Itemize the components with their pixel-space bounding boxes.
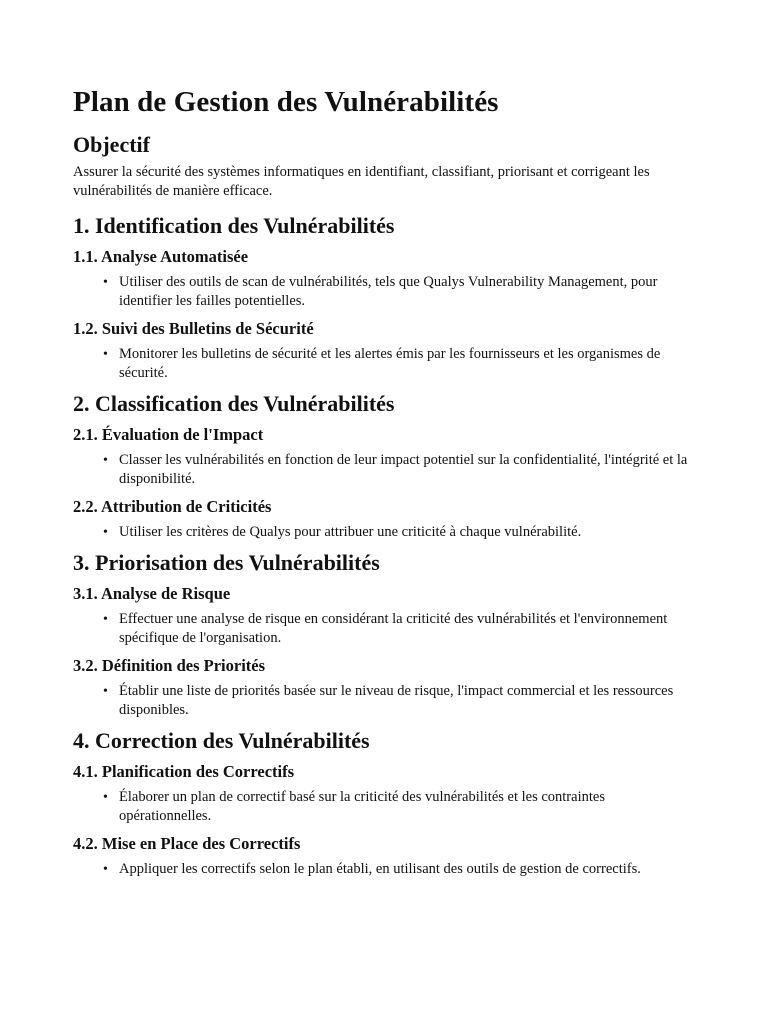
bullet-list: [73, 788, 768, 826]
section-classification: [73, 391, 768, 542]
subsection: [73, 425, 768, 489]
bullet-list: [73, 610, 768, 648]
bullet-icon: •: [103, 525, 108, 540]
subsection-heading: 3.2. Définition des Priorités: [73, 656, 266, 675]
bullet-list: [73, 451, 768, 489]
bullet-icon: •: [103, 453, 108, 468]
bullet-icon: •: [103, 275, 108, 290]
bullet-list: [73, 860, 768, 879]
list-item-text: Appliquer les correctifs selon le plan établi, en utilisant des outils de gestion de correctifs.: [119, 861, 641, 877]
subsection-heading: 2.1. Évaluation de l'Impact: [73, 425, 264, 444]
subsection: [73, 762, 768, 826]
subsection: [73, 319, 768, 383]
subsection-heading: 2.2. Attribution de Criticités: [73, 497, 272, 516]
objective-heading: Objectif: [73, 132, 150, 157]
list-item: [103, 860, 699, 879]
list-item-text: Utiliser des outils de scan de vulnérabilités, tels que Qualys Vulnerability Management, pour identifier les failles potentielles.: [119, 274, 658, 309]
list-item-text: Monitorer les bulletins de sécurité et les alertes émis par les fournisseurs et les organismes de sécurité.: [119, 346, 661, 381]
bullet-list: [73, 682, 768, 720]
subsection-heading: 3.1. Analyse de Risque: [73, 584, 231, 603]
section-heading: 1. Identification des Vulnérabilités: [73, 213, 395, 238]
list-item: [103, 523, 699, 542]
bullet-icon: •: [103, 790, 108, 805]
list-item: [103, 610, 699, 648]
bullet-icon: •: [103, 684, 108, 699]
section-heading: 2. Classification des Vulnérabilités: [73, 391, 395, 416]
bullet-icon: •: [103, 862, 108, 877]
bullet-list: [73, 345, 768, 383]
subsection-heading: 4.1. Planification des Correctifs: [73, 762, 295, 781]
subsection: [73, 247, 768, 311]
list-item: [103, 345, 699, 383]
list-item-text: Effectuer une analyse de risque en considérant la criticité des vulnérabilités et l'environnement spécifique de l'organisation.: [119, 611, 668, 646]
list-item-text: Classer les vulnérabilités en fonction de leur impact potentiel sur la confidentialité, l'intégrité et la disponibilité.: [119, 452, 688, 487]
subsection-heading: 4.2. Mise en Place des Correctifs: [73, 834, 301, 853]
list-item: [103, 451, 699, 489]
bullet-list: [73, 523, 768, 542]
subsection: [73, 497, 768, 542]
list-item: [103, 788, 699, 826]
section-correction: [73, 728, 768, 879]
objective-text: Assurer la sécurité des systèmes informatiques en identifiant, classifiant, priorisant et corrigeant les vulnérabilités de manière efficace.: [73, 164, 650, 199]
section-priorisation: [73, 550, 768, 720]
list-item-text: Élaborer un plan de correctif basé sur la criticité des vulnérabilités et les contraintes opérationnelles.: [119, 789, 605, 824]
section-heading: 3. Priorisation des Vulnérabilités: [73, 550, 380, 575]
subsection: [73, 834, 768, 879]
section-heading: 4. Correction des Vulnérabilités: [73, 728, 370, 753]
subsection: [73, 656, 768, 720]
page-title: Plan de Gestion des Vulnérabilités: [73, 86, 499, 118]
bullet-icon: •: [103, 612, 108, 627]
section-identification: [73, 213, 768, 383]
subsection-heading: 1.1. Analyse Automatisée: [73, 247, 249, 266]
list-item-text: Établir une liste de priorités basée sur le niveau de risque, l'impact commercial et les ressources disponibles.: [119, 683, 674, 718]
list-item-text: Utiliser les critères de Qualys pour attribuer une criticité à chaque vulnérabilité.: [119, 524, 582, 540]
list-item: [103, 682, 699, 720]
subsection: [73, 584, 768, 648]
list-item: [103, 273, 699, 311]
bullet-icon: •: [103, 347, 108, 362]
bullet-list: [73, 273, 768, 311]
subsection-heading: 1.2. Suivi des Bulletins de Sécurité: [73, 319, 314, 338]
